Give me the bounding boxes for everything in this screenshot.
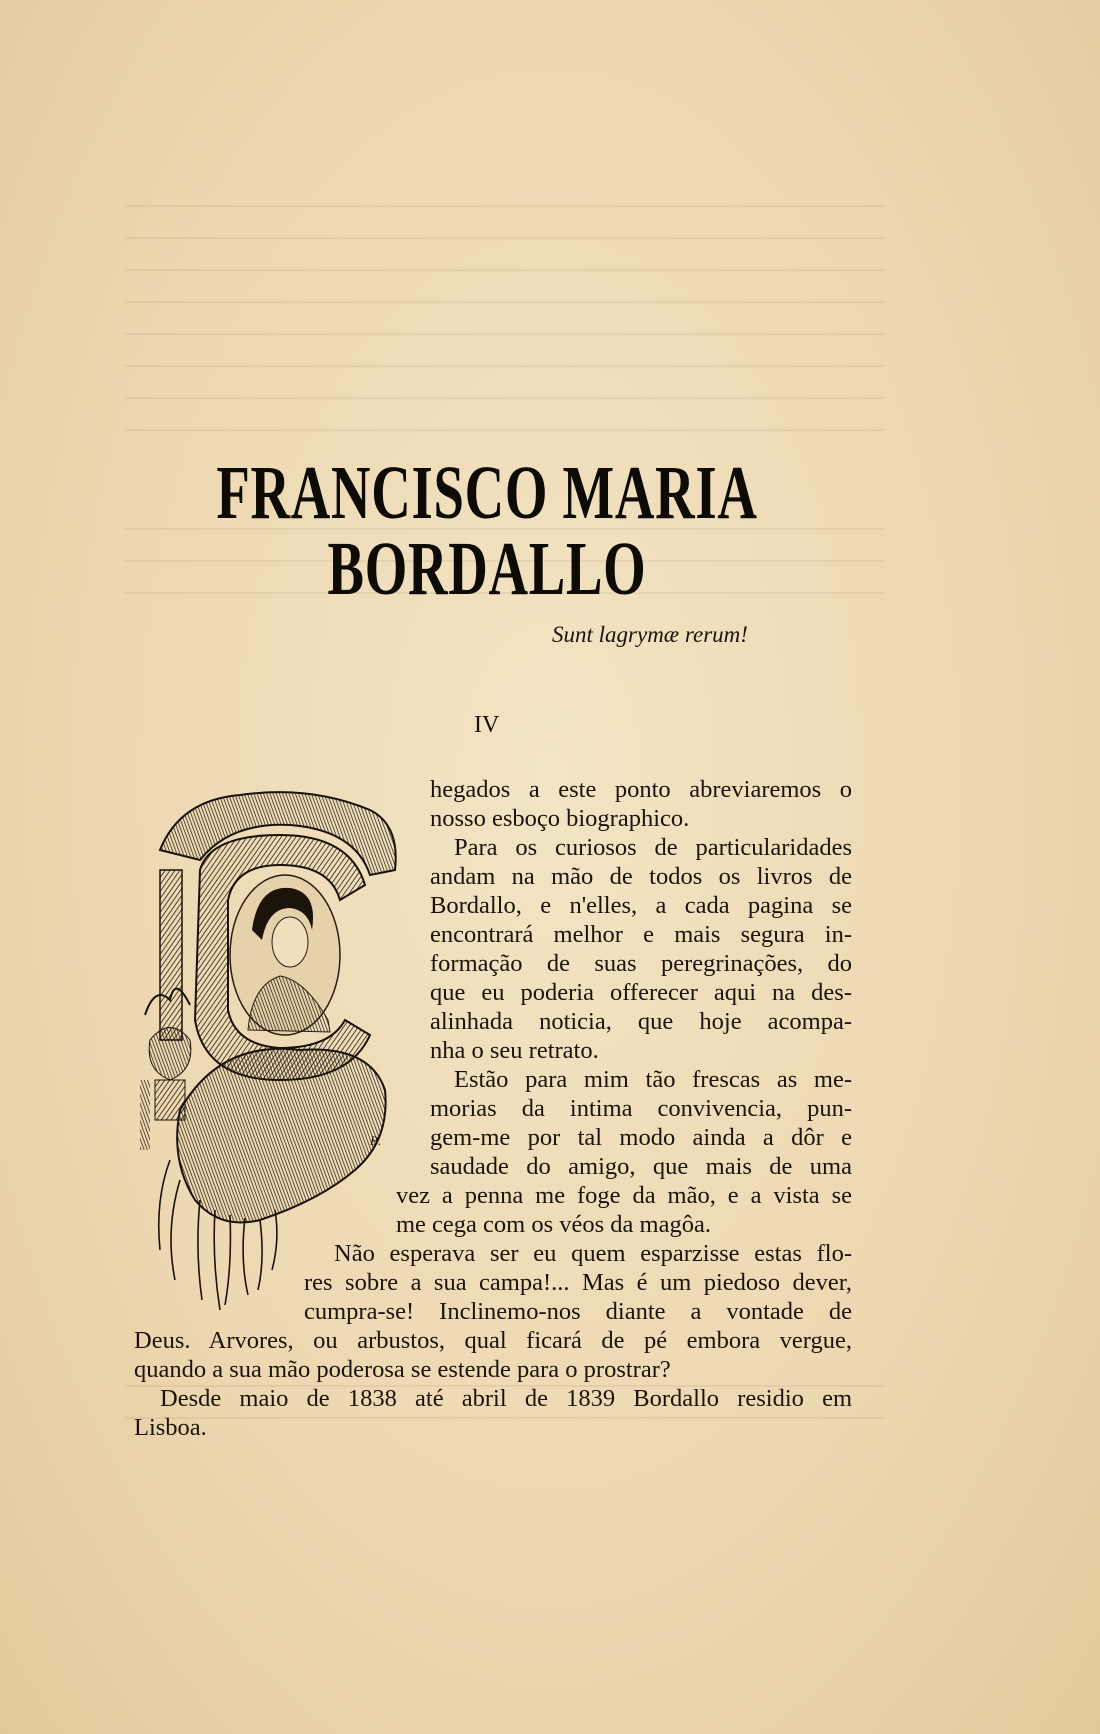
text-line: Para os curiosos de particularidades [454,834,852,861]
text-line: encontrará melhor e mais segura in- [430,921,852,948]
article-title: FRANCISCO MARIA BORDALLO [216,451,758,611]
text-line: Não esperava ser eu quem esparzisse estas flo- [334,1240,852,1267]
bleed-through-line [125,429,885,431]
text-line: res sobre a sua campa!... Mas é um piedoso dever, [304,1269,852,1296]
section-number: IV [474,712,500,738]
bleed-through-line [125,269,885,271]
text-line: saudade do amigo, que mais de uma [430,1153,852,1180]
text-line: nosso esboço biographico. [430,805,690,832]
text-line: Deus. Arvores, ou arbustos, qual ficará de pé embora vergue, [134,1327,852,1354]
epigraph: Sunt lagrymæ rerum! [552,622,748,647]
bleed-through-line [125,365,885,367]
bleed-through-line [125,205,885,207]
text-line: andam na mão de todos os livros de [430,863,852,890]
text-line: formação de suas peregrinações, do [430,950,852,977]
bleed-through-line [125,397,885,399]
text-line: morias da intima convivencia, pun- [430,1095,852,1122]
text-line: vez a penna me foge da mão, e a vista se [396,1182,852,1209]
text-line: hegados a este ponto abreviaremos o [430,776,852,803]
text-line: me cega com os véos da magôa. [396,1211,711,1238]
text-line: quando a sua mão poderosa se estende para o prostrar? [134,1356,671,1383]
text-line: Desde maio de 1838 até abril de 1839 Bordallo residio em [160,1385,852,1412]
text-line: gem-me por tal modo ainda a dôr e [430,1124,852,1151]
text-line: Bordallo, e n'elles, a cada pagina se [430,892,852,919]
text-line: cumpra-se! Inclinemo-nos diante a vontade de [304,1298,852,1325]
bleed-through-line [125,237,885,239]
engraver-signature: B. [370,1133,382,1148]
text-line: que eu poderia offerecer aqui na des- [430,979,852,1006]
text-line: alinhada noticia, que hoje acompa- [430,1008,852,1035]
bleed-through-line [125,333,885,335]
text-line: nha o seu retrato. [430,1037,599,1064]
text-line: Lisboa. [134,1414,207,1441]
bleed-through-line [125,301,885,303]
text-line: Estão para mim tão frescas as me- [454,1066,852,1093]
